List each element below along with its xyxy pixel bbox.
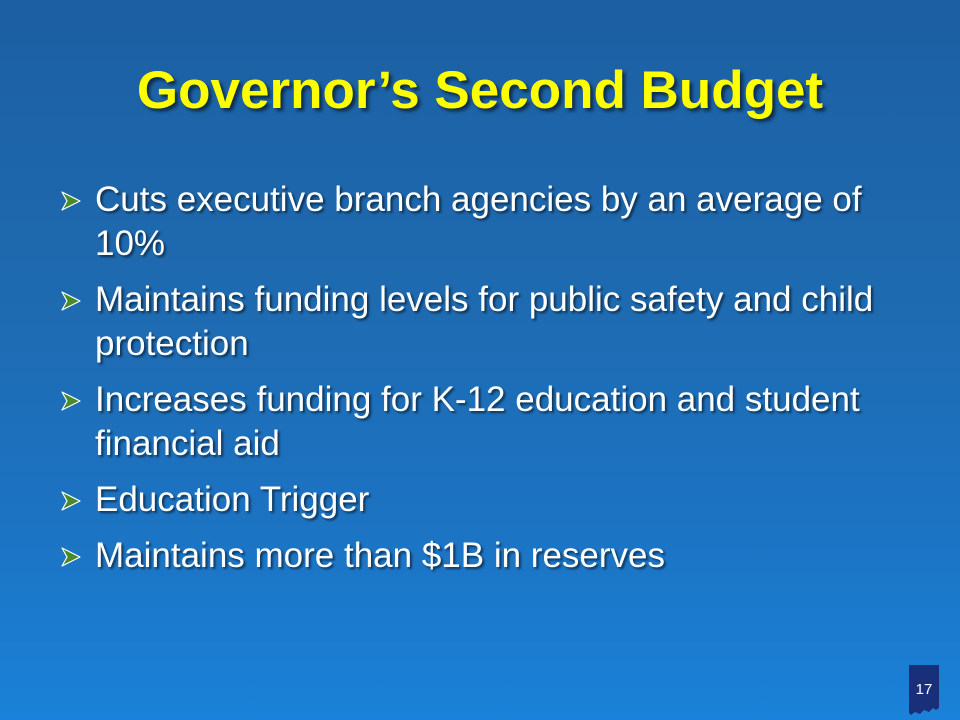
arrow-bullet-icon [60,547,82,567]
arrow-bullet-icon [60,291,82,311]
bullet-text: Maintains more than $1B in reserves [95,536,665,575]
bullet-item [60,534,900,578]
page-badge [906,664,942,716]
bullet-text: Increases funding for K-12 education and student financial aid [95,380,860,463]
bullet-item [60,278,900,366]
arrow-bullet-icon [60,391,82,411]
bullet-text: Cuts executive branch agencies by an average of 10% [95,180,862,263]
bullet-text: Maintains funding levels for public safety and child protection [95,280,874,363]
page-number: 17 [915,681,933,698]
arrow-bullet-icon [60,491,82,511]
bullet-item [60,378,900,466]
arrow-bullet-icon [60,191,82,211]
bullet-text: Education Trigger [95,480,370,519]
bullet-item [60,478,900,522]
slide-title: Governor’s Second Budget [136,61,824,120]
bullet-list [60,178,900,590]
bullet-item [60,178,900,266]
